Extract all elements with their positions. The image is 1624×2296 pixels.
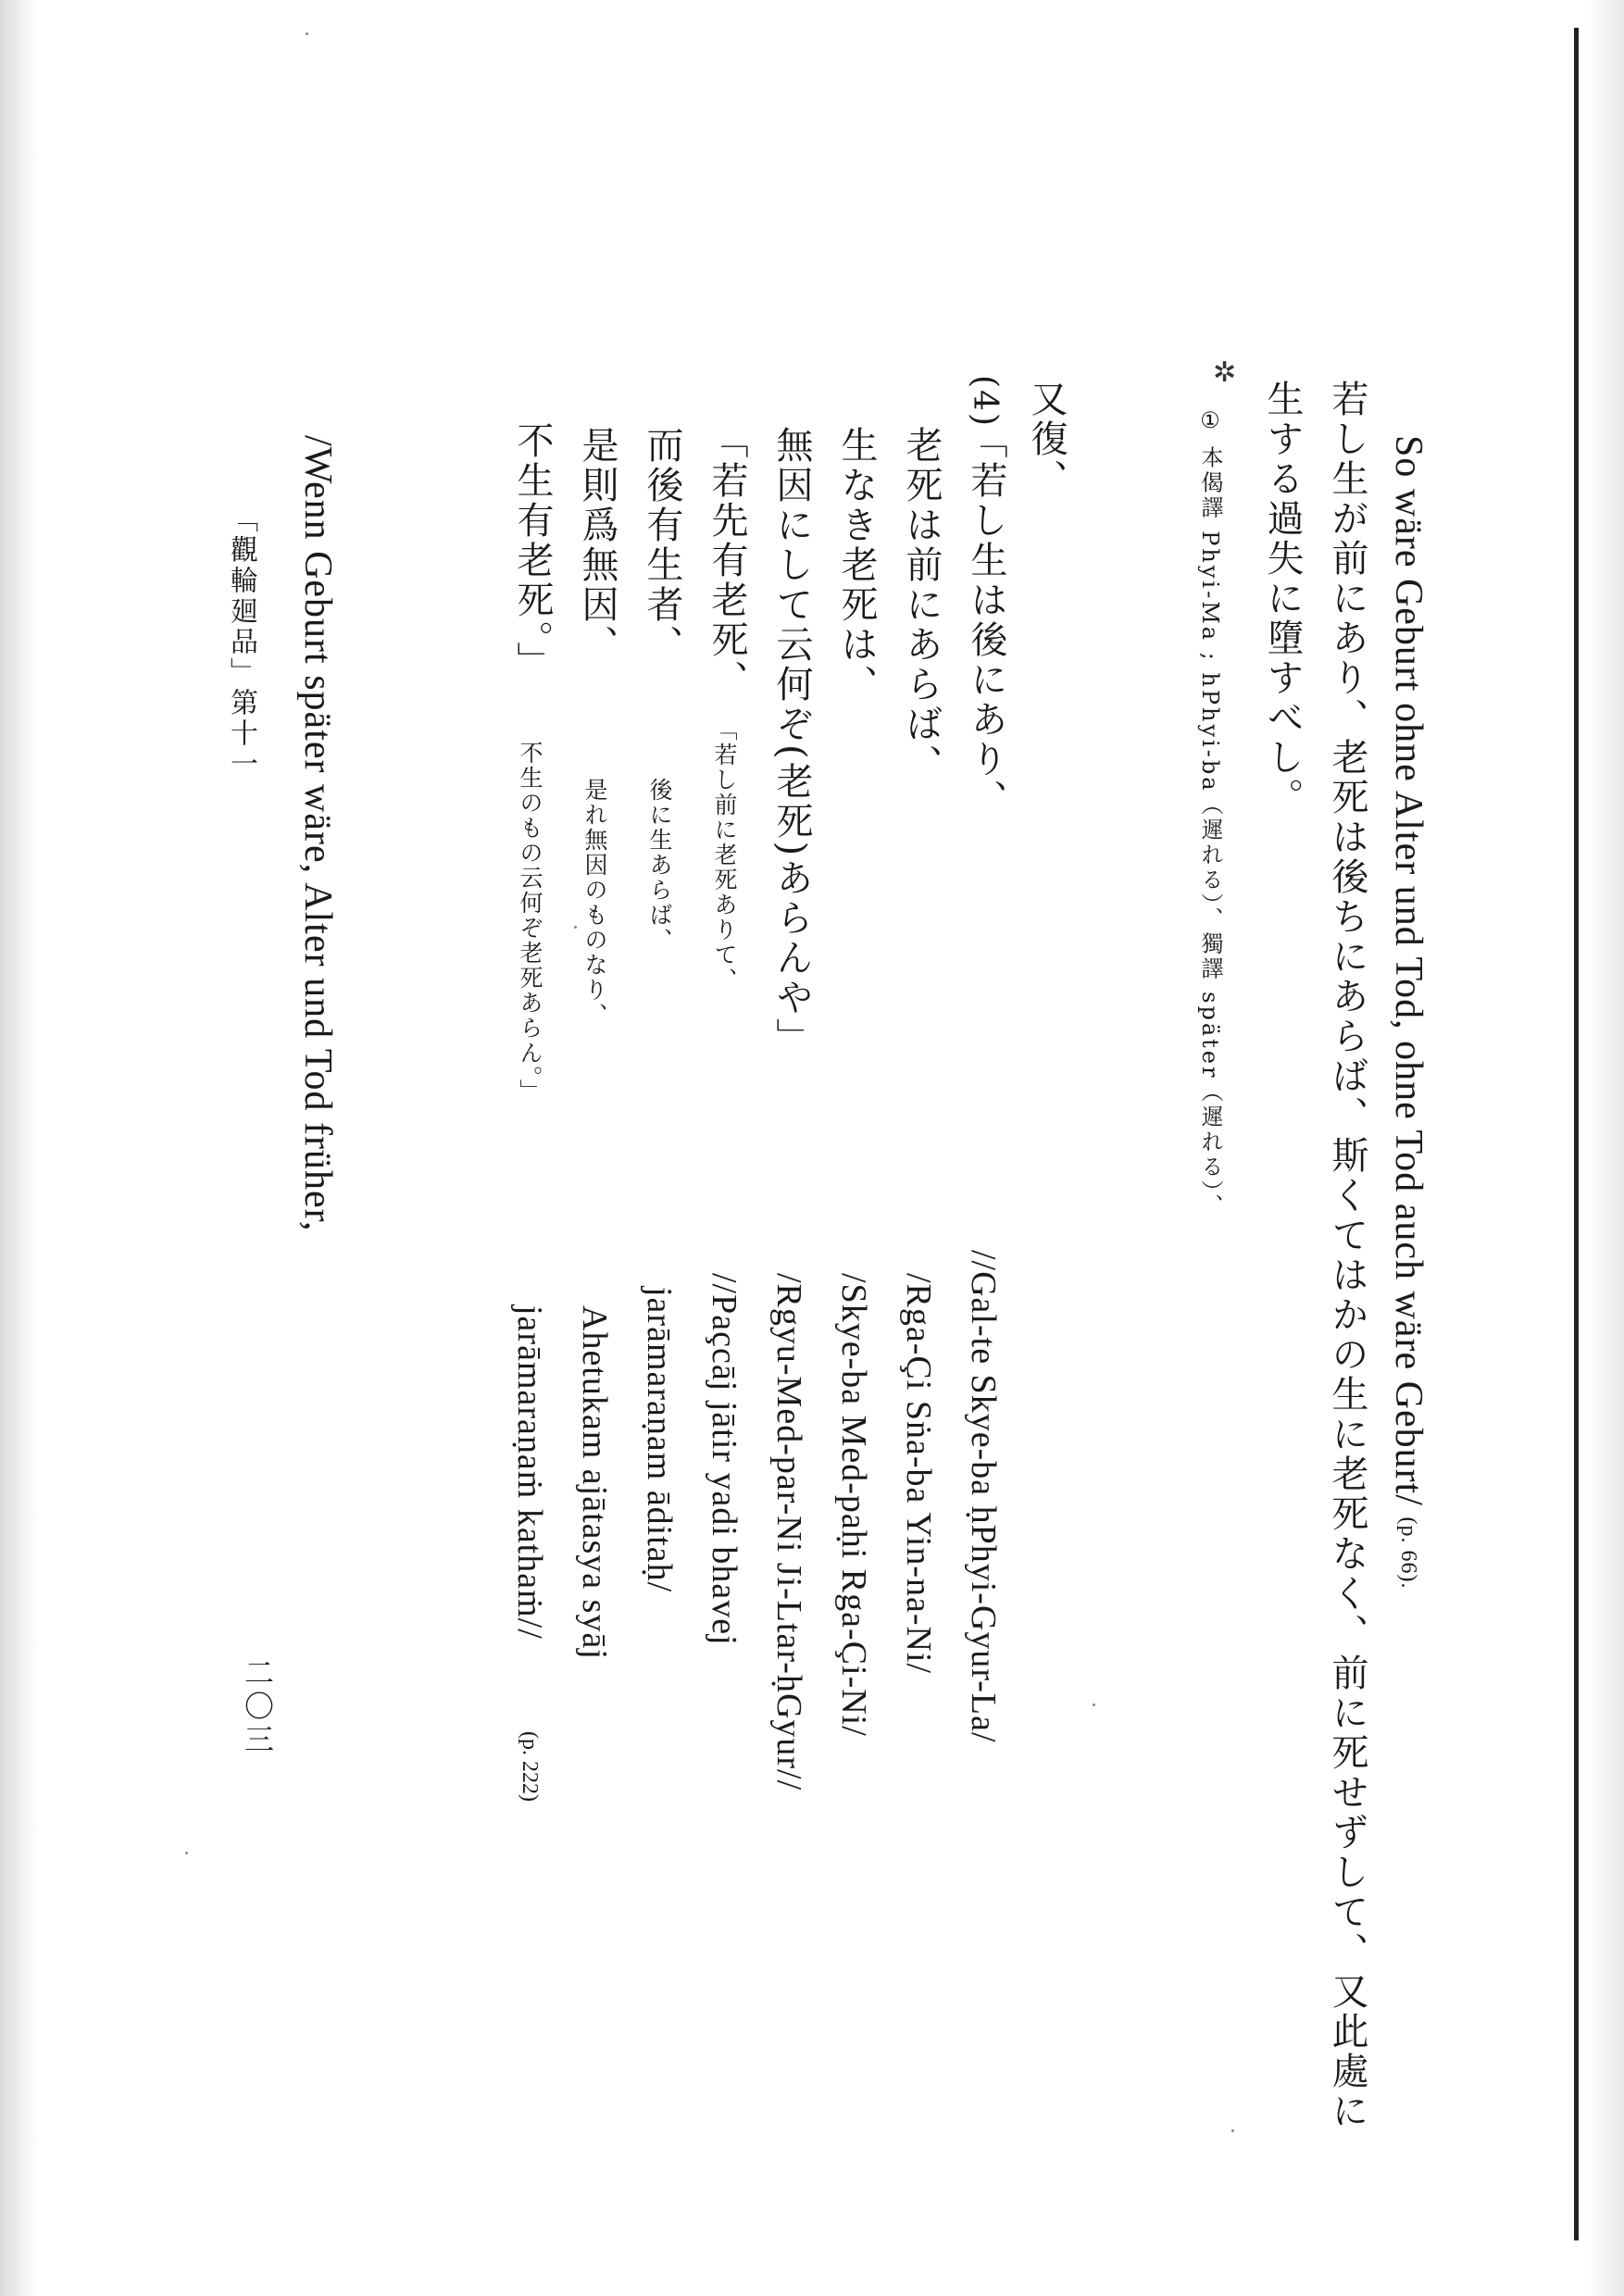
verse-german-line: /Wenn Geburt später wäre, Alter und Tod früher, xyxy=(296,435,339,1232)
scan-speck xyxy=(306,32,308,35)
verse-sanskrit-ref: (p. 222) xyxy=(518,1731,542,1802)
verse-jp-line-3: 生なき老死は、 xyxy=(835,426,878,705)
intro-japanese-line-1: 若し生が前にあり、老死は後ちにあらば、斯くてはかの生に老死なく、前に死せずして、又此處に xyxy=(1326,380,1368,2131)
running-head: 「觀輪廻品」第十一 xyxy=(225,505,257,780)
verse-number: (4) xyxy=(966,375,1004,428)
verse-jp-line-4: 無因にして云何ぞ(老死)あらんや」 xyxy=(770,426,813,1058)
scan-edge-right xyxy=(1587,0,1624,2296)
intro-japanese-line-2: 生する過失に墮すべし。 xyxy=(1261,380,1304,817)
scan-speck xyxy=(574,926,577,929)
verse-tibetan-line-1: //Gal-te Skye-ba ḥPhyi-Gyur-La/ xyxy=(964,1250,1003,1743)
verse-chinese-line-1: 「若先有老死、 xyxy=(706,421,748,700)
verse-sanskrit-line-4: jarāmaraṇaṁ kathaṁ// xyxy=(510,1305,549,1640)
verse-jp-line-2: 老死は前にあらば、 xyxy=(900,426,943,784)
footnote-text: ① 本偈譯 Phyi-Ma ; hPhyi-ba（遲れる）、獨譯 später（遲れる）、 xyxy=(1197,407,1223,1219)
intro-german-line xyxy=(1389,435,1428,1589)
verse-tibetan-line-4: /Rgyu-Med-par-Ni Ji-Ltar-ḥGyur// xyxy=(769,1273,808,1791)
verse-tibetan-line-3: /Skye-ba Med-paḥi Rga-Çi-Ni/ xyxy=(834,1273,873,1737)
verse-chinese-line-3: 是則爲無因、 xyxy=(576,426,618,665)
intro-german-ref: (p. 66). xyxy=(1396,1516,1420,1590)
intro-german-text: So wäre Geburt ohne Alter und Tod, ohne Tod auch wäre Geburt/ xyxy=(1387,435,1430,1506)
verse-sanskrit-line-3: Ahetukam ajātasya syāj xyxy=(575,1305,614,1660)
verse-heading: 又復、 xyxy=(1025,380,1068,499)
verse-gloss-line-3: 是れ無因のものなり、 xyxy=(581,778,608,1028)
verse-gloss-line-2: 後に生あらば、 xyxy=(646,778,673,953)
verse-gloss-line-4: 不生のもの云何ぞ老死あらん。」 xyxy=(517,741,543,1104)
footnote-mark: ✲ xyxy=(1213,356,1237,389)
verse-chinese-line-2: 而後有生者、 xyxy=(641,426,683,665)
verse-gloss-line-1: 「若し前に老死ありて、 xyxy=(711,718,738,992)
scan-edge-left xyxy=(0,0,39,2296)
verse-tibetan-line-2: /Rga-Çi Sṅa-ba Yin-na-Ni/ xyxy=(899,1273,938,1675)
verse-chinese-line-4: 不生有老死。」 xyxy=(511,421,554,681)
scan-speck xyxy=(1093,1703,1095,1706)
scan-speck xyxy=(185,1852,188,1854)
scan-speck xyxy=(1231,2129,1234,2132)
verse-sanskrit-line-2: jarāmaraṇam āditaḥ/ xyxy=(640,1287,679,1593)
page-border-rule xyxy=(1574,28,1579,2240)
verse-jp-line-1: 「若し生は後にあり、 xyxy=(965,421,1007,819)
page-number: 二〇三 xyxy=(240,1657,275,1757)
verse-sanskrit-line-1: //Paçcāj jātir yadi bhavej xyxy=(705,1273,743,1646)
